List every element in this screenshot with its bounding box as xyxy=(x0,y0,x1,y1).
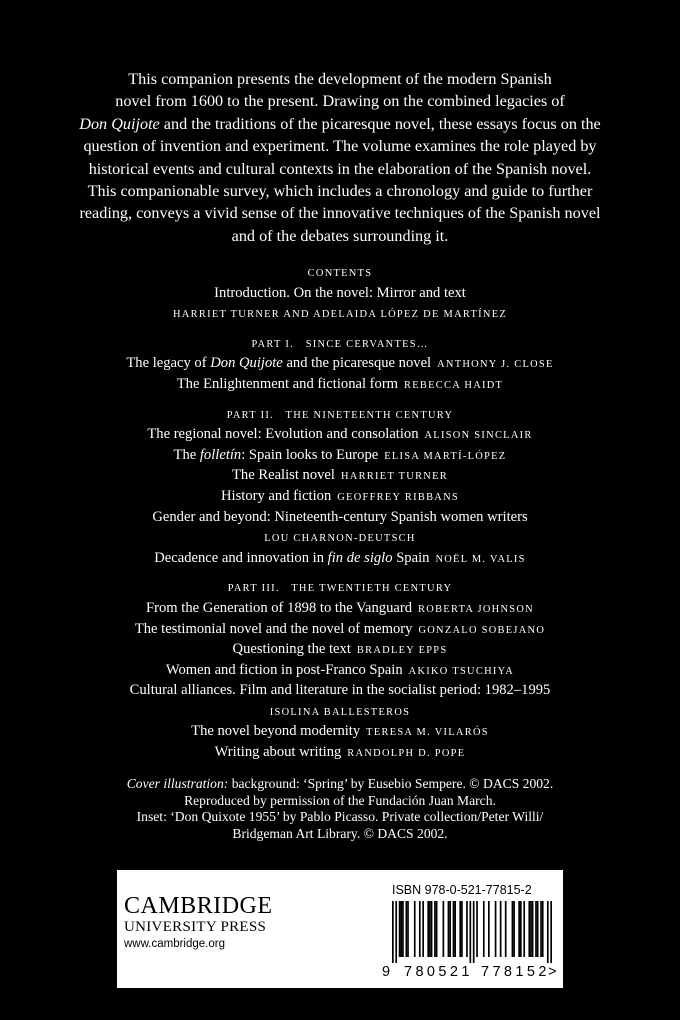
barcode-bar xyxy=(395,901,397,963)
barcode-bar xyxy=(547,901,549,963)
barcode-bar xyxy=(419,901,421,957)
barcode-bar xyxy=(466,901,468,957)
entry-title: The Realist novel xyxy=(232,467,335,484)
entry-author: HARRIET TURNER AND ADELAIDA LÓPEZ DE MARTÍNEZ xyxy=(173,309,507,321)
blurb-text: and the traditions of the picaresque novel, these essays focus on the xyxy=(159,114,601,133)
entry-title: Women and fiction in post-Franco Spain xyxy=(165,661,403,678)
publisher-logo xyxy=(124,894,273,952)
barcode-bar xyxy=(495,901,497,957)
entry-author: NOËL M. VALIS xyxy=(435,553,526,565)
entry-title: The regional novel: Evolution and consolation xyxy=(147,426,419,443)
entry-author: HARRIET TURNER xyxy=(340,471,448,483)
part-heading xyxy=(60,333,620,354)
toc-entry xyxy=(60,548,620,569)
toc-entry xyxy=(60,639,620,660)
entry-author: LOU CHARNON-DEUTSCH xyxy=(264,533,416,545)
entry-title: and the picaresque novel xyxy=(282,355,432,372)
entry-author: GONZALO SOBEJANO xyxy=(418,624,546,636)
entry-author: BRADLEY EPPS xyxy=(356,645,448,657)
contents-heading-text: CONTENTS xyxy=(307,268,373,279)
toc-author-line xyxy=(60,303,620,324)
barcode-bar xyxy=(449,901,451,957)
entry-title: : Spain looks to Europe xyxy=(241,446,379,463)
contents xyxy=(60,262,620,763)
entry-title: Writing about writing xyxy=(214,744,342,761)
toc-entry xyxy=(60,374,620,395)
entry-author: ALISON SINCLAIR xyxy=(424,430,533,442)
barcode-bar xyxy=(454,901,456,957)
barcode-bar xyxy=(461,901,463,957)
entry-author: ISOLINA BALLESTEROS xyxy=(269,706,411,718)
spacer xyxy=(60,324,620,333)
entry-author: REBECCA HAIDT xyxy=(404,379,504,391)
entry-title-italic: Don Quijote xyxy=(210,355,283,372)
toc-entry xyxy=(60,721,620,742)
title-italic: Don Quijote xyxy=(79,114,160,133)
publisher-url: www.cambridge.org xyxy=(124,938,225,950)
barcode-bars xyxy=(392,901,552,963)
barcode xyxy=(382,883,557,983)
part-heading xyxy=(60,404,620,425)
barcode-bar xyxy=(520,901,522,957)
part-heading xyxy=(60,577,620,598)
entry-author: ROBERTA JOHNSON xyxy=(418,603,534,615)
entry-title: The Enlightenment and fictional form xyxy=(176,375,399,392)
entry-title: Gender and beyond: Nineteenth-century Spanish women writers xyxy=(152,508,528,525)
credit-line: Inset: ‘Don Quixote 1955’ by Pablo Picasso. Private collection/Peter Willi/ xyxy=(136,809,544,825)
entry-author: TERESA M. VILARÓS xyxy=(366,727,489,739)
entry-title: Introduction. On the novel: Mirror and text xyxy=(214,284,466,301)
entry-author: AKIKO TSUCHIYA xyxy=(408,665,515,677)
blurb-line: historical events and cultural contexts in the elaboration of the Spanish novel. xyxy=(88,159,592,178)
publisher-name xyxy=(124,894,273,918)
blurb xyxy=(70,68,610,247)
toc-entry xyxy=(60,598,620,619)
toc-entry xyxy=(60,283,620,304)
barcode-bar xyxy=(500,901,502,957)
ean-left-digits: 780521 xyxy=(404,964,473,980)
credit-text: background: ‘Spring’ by Eusebio Sempere. © DACS 2002. xyxy=(228,776,554,791)
entry-title: Spain xyxy=(392,549,430,566)
blurb-line: This companionable survey, which includes a chronology and guide to further xyxy=(87,182,593,201)
ean-quiet-mark: > xyxy=(548,964,557,980)
barcode-bar xyxy=(513,901,515,957)
barcode-bar xyxy=(414,901,416,957)
toc-entry xyxy=(60,507,620,528)
entry-author: RANDOLPH D. POPE xyxy=(347,748,466,760)
publisher-name-text: CAMBRIDGE xyxy=(124,893,273,919)
toc-entry xyxy=(60,680,620,701)
barcode-bar xyxy=(400,901,402,957)
publisher-subname xyxy=(124,918,273,936)
credit-label: Cover illustration: xyxy=(126,776,229,791)
entry-author: GEOFFREY RIBBANS xyxy=(337,491,459,503)
toc-entry xyxy=(60,424,620,445)
barcode-bar xyxy=(399,901,401,957)
barcode-bar xyxy=(402,901,404,957)
barcode-bar xyxy=(532,901,534,957)
entry-title: The testimonial novel and the novel of memory xyxy=(134,620,413,637)
barcode-bar xyxy=(476,901,478,957)
entry-title-italic: folletín xyxy=(199,446,242,463)
entry-author: ELISA MARTÍ-LÓPEZ xyxy=(384,450,507,462)
entry-title: The legacy of xyxy=(126,355,211,372)
cover-credits xyxy=(70,776,610,842)
blurb-line: question of invention and experiment. The volume examines the role played by xyxy=(83,137,597,156)
barcode-bar xyxy=(488,901,490,957)
publisher-panel xyxy=(117,870,563,988)
barcode-bar xyxy=(512,901,514,957)
entry-author: ANTHONY J. CLOSE xyxy=(437,359,554,371)
entry-title: Cultural alliances. Film and literature in the socialist period: 1982–1995 xyxy=(129,682,551,699)
toc-entry xyxy=(60,465,620,486)
barcode-bar xyxy=(436,901,438,957)
part-heading-text: PART I. SINCE CERVANTES… xyxy=(251,338,429,350)
contents-heading xyxy=(60,262,620,283)
isbn-label: ISBN 978-0-521-77815-2 xyxy=(392,883,532,897)
barcode-bar xyxy=(550,901,552,963)
entry-title: Questioning the text xyxy=(232,641,351,658)
barcode-bar xyxy=(422,901,424,957)
barcode-bar xyxy=(505,901,507,957)
entry-title: Decadence and innovation in xyxy=(154,549,328,566)
entry-title-italic: fin de siglo xyxy=(327,549,393,566)
credit-line xyxy=(70,776,610,793)
barcode-bar xyxy=(540,901,542,957)
barcode-bar xyxy=(528,901,530,957)
toc-entry xyxy=(60,445,620,466)
ean-right-digits: 778152 xyxy=(481,964,550,980)
entry-title: History and fiction xyxy=(221,487,332,504)
barcode-bar xyxy=(542,901,544,957)
blurb-line: This companion presents the development of the modern Spanish xyxy=(128,70,552,88)
publisher-subname-text: UNIVERSITY PRESS xyxy=(124,919,267,935)
barcode-bar xyxy=(407,901,409,957)
entry-title: The xyxy=(173,446,200,463)
blurb-line: novel from 1600 to the present. Drawing on the combined legacies of xyxy=(115,92,565,111)
spacer xyxy=(60,568,620,577)
toc-author-line xyxy=(60,527,620,548)
barcode-bar xyxy=(469,901,471,963)
toc-entry xyxy=(60,353,620,374)
barcode-bar xyxy=(405,901,407,957)
barcode-bar xyxy=(448,901,450,957)
barcode-bar xyxy=(443,901,445,957)
barcode-bar xyxy=(431,901,433,957)
entry-title: The novel beyond modernity xyxy=(191,723,361,740)
barcode-bar xyxy=(523,901,525,957)
toc-entry xyxy=(60,486,620,507)
barcode-bar xyxy=(429,901,431,957)
barcode-bar xyxy=(453,901,455,957)
blurb-line: reading, conveys a vivid sense of the innovative techniques of the Spanish novel xyxy=(79,204,601,223)
barcode-bar xyxy=(392,901,394,963)
entry-title: From the Generation of 1898 to the Vanguard xyxy=(146,599,413,616)
toc-entry xyxy=(60,660,620,681)
toc-entry xyxy=(60,619,620,640)
toc-author-line xyxy=(60,701,620,722)
barcode-bar xyxy=(427,901,429,957)
barcode-bar xyxy=(473,901,475,963)
barcode-bar xyxy=(535,901,537,957)
toc-entry xyxy=(60,742,620,763)
blurb-line xyxy=(70,113,610,135)
ean-lead-digit: 9 xyxy=(382,964,391,980)
barcode-bar xyxy=(537,901,539,957)
blurb-line: and of the debates surrounding it. xyxy=(231,226,449,245)
part-heading-text: PART II. THE NINETEENTH CENTURY xyxy=(226,409,454,421)
barcode-bar xyxy=(434,901,436,957)
credit-line: Reproduced by permission of the Fundación Juan March. xyxy=(184,792,496,808)
barcode-bar xyxy=(530,901,532,957)
spacer xyxy=(60,395,620,404)
credit-line: Bridgeman Art Library. © DACS 2002. xyxy=(232,825,448,841)
barcode-bar xyxy=(459,901,461,957)
part-heading-text: PART III. THE TWENTIETH CENTURY xyxy=(227,583,453,595)
barcode-bar xyxy=(483,901,485,957)
barcode-bar xyxy=(518,901,520,957)
